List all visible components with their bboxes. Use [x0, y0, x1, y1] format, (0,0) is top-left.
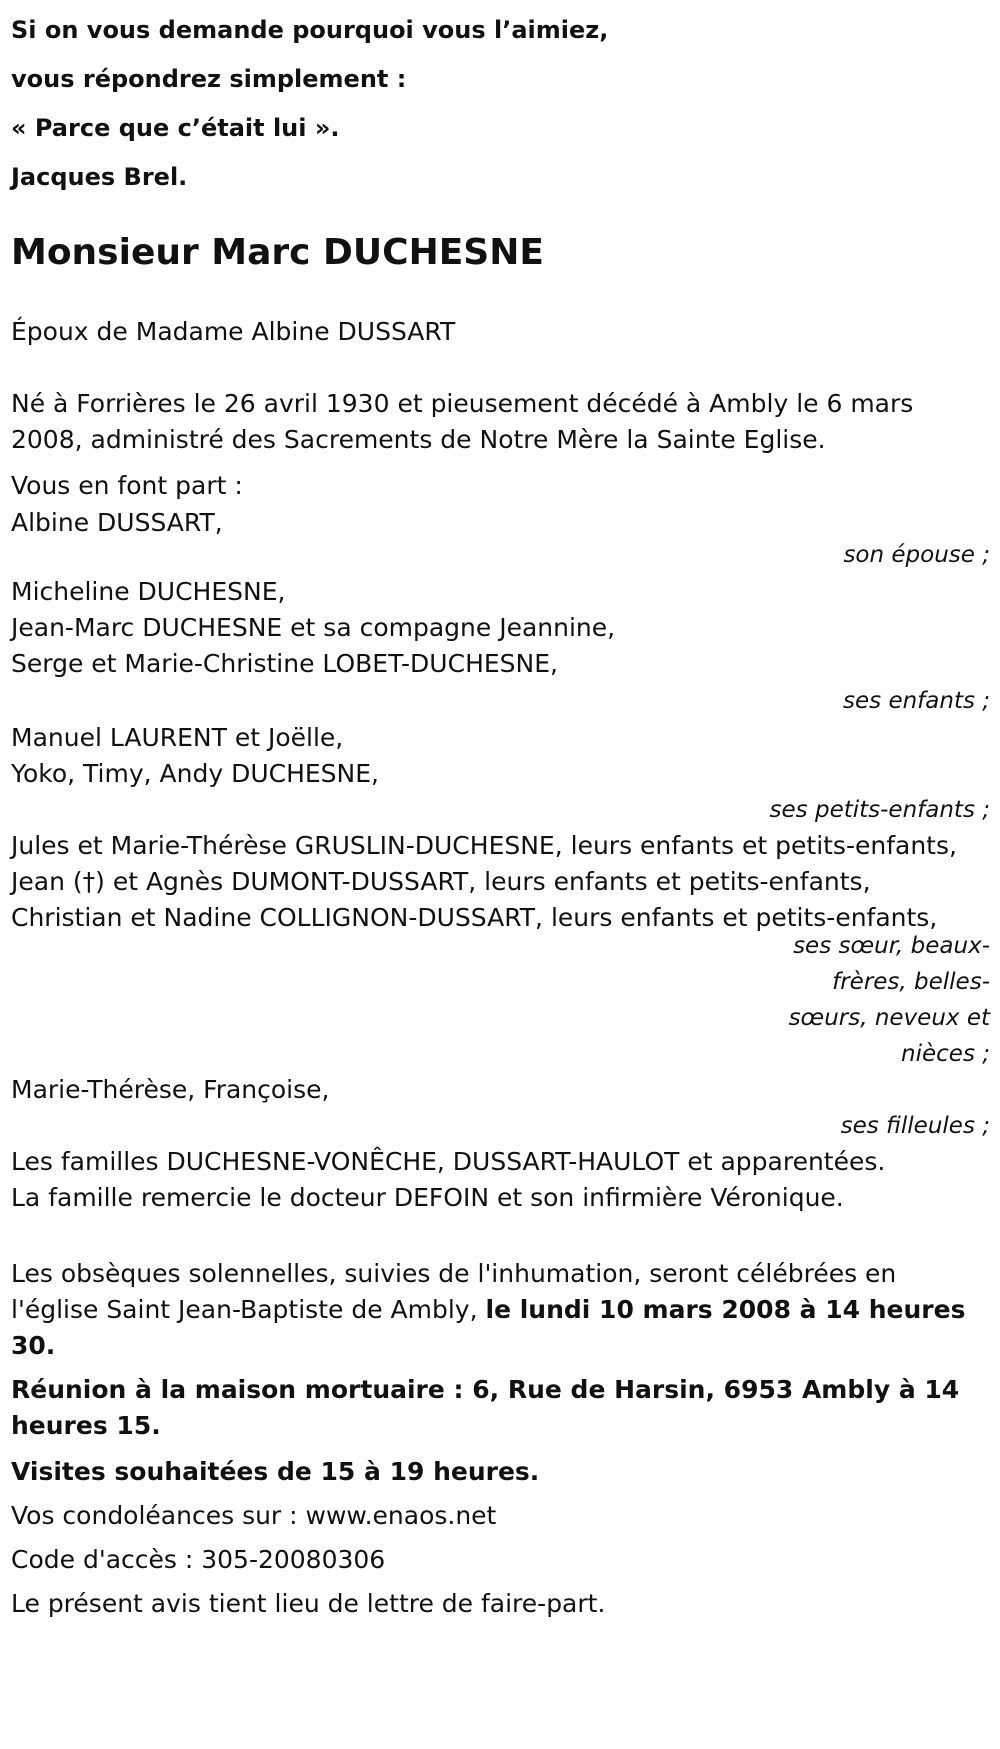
family-group-grandchildren — [11, 720, 990, 828]
family-name-line: Jean (†) et Agnès DUMONT-DUSSART, leurs enfants et petits-enfants, — [11, 867, 871, 896]
family-name-line: Jean-Marc DUCHESNE et sa compagne Jeannine, — [11, 613, 616, 642]
funeral-text: Les obsèques solennelles, suivies de l'inhumation, seront célébrées en l'église Saint Jean-Baptiste de Ambly, — [11, 1259, 897, 1324]
relation-label: ses filleules ; — [840, 1113, 990, 1139]
relation-label: ses sœur, beaux-frères, belles-sœurs, neveux et nièces ; — [788, 933, 990, 1067]
family-group-spouse — [11, 506, 990, 570]
relation-label: son épouse ; — [843, 542, 990, 568]
family-group-siblings-in-law — [11, 828, 990, 1072]
spouse-line: Époux de Madame Albine DUSSART — [11, 317, 456, 346]
quote-line-2: vous répondrez simplement : — [11, 65, 407, 93]
condolences-line: Vos condoléances sur : www.enaos.net — [11, 1501, 497, 1530]
family-name-line: Serge et Marie-Christine LOBET-DUCHESNE, — [11, 649, 558, 678]
access-code-line: Code d'accès : 305-20080306 — [11, 1545, 386, 1574]
notice-line: Le présent avis tient lieu de lettre de faire-part. — [11, 1589, 606, 1618]
family-group-children — [11, 574, 990, 720]
quote-line-1: Si on vous demande pourquoi vous l’aimiez, — [11, 16, 609, 44]
family-name-line: Marie-Thérèse, Françoise, — [11, 1075, 330, 1104]
family-name-line: Manuel LAURENT et Joëlle, — [11, 723, 344, 752]
deceased-name: Monsieur Marc DUCHESNE — [11, 232, 544, 273]
quote-line-3: « Parce que c’était lui ». — [11, 114, 340, 142]
family-name-line: Micheline DUCHESNE, — [11, 577, 286, 606]
announcement-intro: Vous en font part : — [11, 471, 243, 500]
family-name-line: Albine DUSSART, — [11, 508, 223, 537]
quote-author: Jacques Brel. — [11, 163, 188, 191]
family-name-line: Christian et Nadine COLLIGNON-DUSSART, leurs enfants et petits-enfants, — [11, 903, 938, 932]
families-line: Les familles DUCHESNE-VONÊCHE, DUSSART-HAULOT et apparentées. — [11, 1147, 886, 1176]
relation-label: ses petits-enfants ; — [769, 797, 990, 823]
thanks-line: La famille remercie le docteur DEFOIN et son infirmière Véronique. — [11, 1183, 844, 1212]
visits-info: Visites souhaitées de 15 à 19 heures. — [11, 1457, 540, 1486]
birth-death-info: Né à Forrières le 26 avril 1930 et pieusement décédé à Ambly le 6 mars 2008, administré des Sacrements de Notre Mère la Sainte Eglise. — [11, 389, 914, 454]
family-name-line: Jules et Marie-Thérèse GRUSLIN-DUCHESNE, leurs enfants et petits-enfants, — [11, 831, 957, 860]
gathering-info: Réunion à la maison mortuaire : 6, Rue de Harsin, 6953 Ambly à 14 heures 15. — [11, 1375, 960, 1440]
family-group-goddaughters — [11, 1072, 990, 1144]
funeral-details — [11, 1256, 990, 1364]
relation-label: ses enfants ; — [843, 688, 990, 714]
epigraph-quote — [11, 0, 990, 202]
funeral-date: le lundi 10 mars 2008 à 14 heures 30. — [11, 1295, 966, 1360]
family-name-line: Yoko, Timy, Andy DUCHESNE, — [11, 759, 379, 788]
